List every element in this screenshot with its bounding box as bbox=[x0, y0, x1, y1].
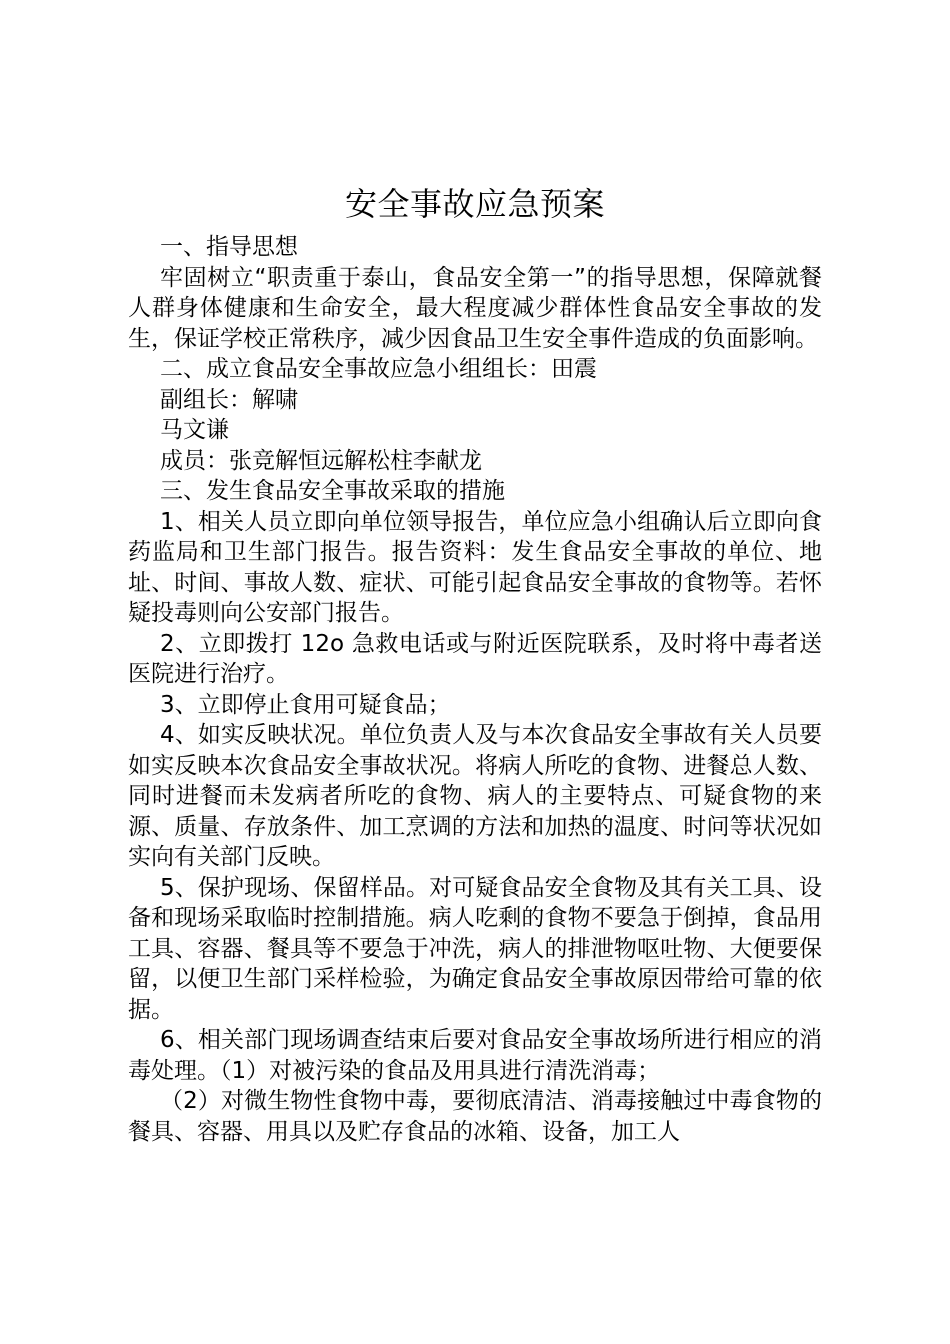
measure-item-5: 5、保护现场、保留样品。对可疑食品安全食物及其有关工具、设备和现场采取临时控制措施。病人吃剩的食物不要急于倒掉，食品用工具、容器、餐具等不要急于冲洗，病人的排泄物呕吐物、大便要保留，以便卫生部门采样检验，为确定食品安全事故原因带给可靠的依据。 bbox=[128, 874, 822, 1023]
measure-item-3: 3、立即停止食用可疑食品； bbox=[160, 691, 451, 718]
section-heading-emergency-team: 二、成立食品安全事故应急小组组长：田震 bbox=[160, 356, 597, 382]
document-title: 安全事故应急预案 bbox=[344, 185, 605, 223]
measure-item-2: 2、立即拨打 12o 急救电话或与附近医院联系，及时将中毒者送医院进行治疗。 bbox=[128, 630, 822, 687]
measure-item-6-sub-2: （2）对微生物性食物中毒，要彻底清洁、消毒接触过中毒食物的餐具、容器、用具以及贮存食品的冰箱、设备，加工人 bbox=[128, 1088, 822, 1145]
measure-item-4: 4、如实反映状况。单位负责人及与本次食品安全事故有关人员要如实反映本次食品安全事故状况。将病人所吃的食物、进餐总人数、同时进餐而未发病者所吃的食物、病人的主要特点、可疑食物的来源、质量、存放条件、加工烹调的方法和加热的温度、时问等状况如实向有关部门反映。 bbox=[128, 722, 822, 870]
section-heading-guiding-ideology: 一、指导思想 bbox=[160, 234, 298, 260]
paragraph-guiding-ideology: 牢固树立“职责重于泰山，食品安全第一”的指导思想，保障就餐人群身体健康和生命安全，最大程度减少群体性食品安全事故的发生，保证学校正常秩序，减少因食品卫生安全事件造成的负面影响。 bbox=[128, 264, 822, 352]
section-heading-measures: 三、发生食品安全事故采取的措施 bbox=[160, 478, 505, 504]
deputy-leader-line: 副组长：解啸 bbox=[160, 386, 298, 413]
deputy-leader-name-line: 马文谦 bbox=[160, 417, 229, 443]
document-page bbox=[128, 182, 822, 1147]
measure-item-1: 1、相关人员立即向单位领导报告，单位应急小组确认后立即向食药监局和卫生部门报告。报告资料：发生食品安全事故的单位、地址、时间、事故人数、症状、可能引起食品安全事故的食物等。若怀疑投毒则向公安部门报告。 bbox=[128, 508, 822, 626]
members-line: 成员：张竞解恒远解松柱李献龙 bbox=[160, 447, 482, 474]
measure-item-6: 6、相关部门现场调查结束后要对食品安全事故场所进行相应的消毒处理。（1）对被污染的食品及用具进行清洗消毒； bbox=[128, 1027, 822, 1084]
